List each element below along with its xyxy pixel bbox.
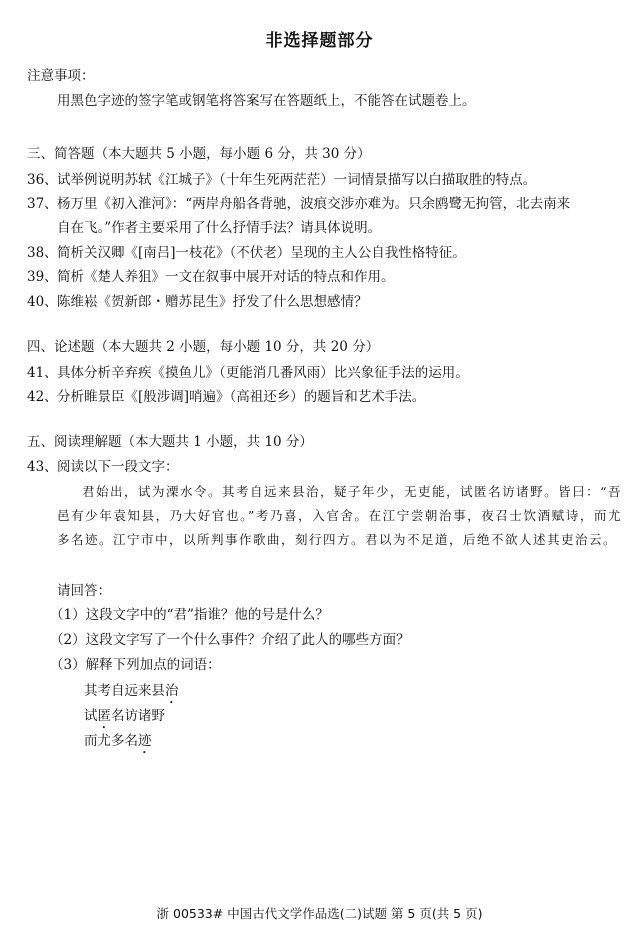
question-text: 试举例说明苏轼《江城子》（十年生死两茫茫）一词情景描写以白描取胜的特点。 <box>57 172 537 188</box>
page-title: 非选择题部分 <box>265 31 374 51</box>
notice-heading: 注意事项： <box>27 68 95 84</box>
section4-heading: 四、论述题（本大题共 2 小题，每小题 10 分，共 20 分） <box>27 339 380 355</box>
question-number: 43、 <box>27 459 58 475</box>
question-36 <box>27 171 536 189</box>
term-1 <box>84 682 179 707</box>
dotted-character: 匿 <box>97 708 111 724</box>
question-text: 简析《楚人养狙》一文在叙事中展开对话的特点和作用。 <box>57 269 395 285</box>
question-number: 40、 <box>27 294 58 310</box>
section5-heading: 五、阅读理解题（本大题共 1 小题，共 10 分） <box>27 434 313 450</box>
question-number: 41、 <box>27 365 58 381</box>
question-number: 37、 <box>27 196 58 212</box>
sub-question-2: （2）这段文字写了一个什么事件？介绍了此人的哪些方面？ <box>50 632 410 648</box>
term-text: 试 <box>84 708 98 724</box>
question-37 <box>27 195 570 213</box>
answer-prompt: 请回答： <box>57 583 111 599</box>
term-2 <box>84 707 165 732</box>
sub-question-3: （3）解释下列加点的词语： <box>50 657 221 673</box>
dotted-character: 迹 <box>138 733 152 749</box>
question-number: 42、 <box>27 389 58 405</box>
question-text: 阅读以下一段文字： <box>57 459 179 475</box>
question-39 <box>27 268 395 286</box>
reading-passage <box>57 480 622 552</box>
sub-question-1: （1）这段文字中的“君”指谁？他的号是什么？ <box>50 607 329 623</box>
notice-text: 用黑色字迹的签字笔或钢笔将答案写在答题纸上，不能答在试题卷上。 <box>57 93 476 109</box>
question-number: 38、 <box>27 245 58 261</box>
question-text: 杨万里《初入淮河》：“两岸舟船各背驰，波痕交涉亦难为。只余鸥鹭无拘管，北去南来 <box>57 196 571 212</box>
question-number: 39、 <box>27 269 58 285</box>
question-41 <box>27 364 469 382</box>
section3-heading: 三、简答题（本大题共 5 小题，每小题 6 分，共 30 分） <box>27 146 371 162</box>
question-38 <box>27 244 466 262</box>
page-footer: 浙 00533# 中国古代文学作品选(二)试题 第 5 页(共 5 页) <box>156 906 483 921</box>
question-43 <box>27 458 179 476</box>
question-37-continued: 自在飞。”作者主要采用了什么抒情手法？请具体说明。 <box>57 220 382 236</box>
question-text: 简析关汉卿《[南吕]一枝花》（不伏老）呈现的主人公自我性格特征。 <box>57 245 466 261</box>
dotted-character: 治 <box>165 683 179 699</box>
term-text: 其考自远来县 <box>84 683 165 699</box>
question-text: 陈维崧《贺新郎・赠苏昆生》抒发了什么思想感情？ <box>57 294 368 310</box>
term-3 <box>84 732 152 757</box>
term-text: 而尤多名 <box>84 733 138 749</box>
question-42 <box>27 388 425 406</box>
question-text: 分析睢景臣《[般涉调]哨遍》（高祖还乡）的题旨和艺术手法。 <box>57 389 426 405</box>
question-number: 36、 <box>27 172 58 188</box>
term-text: 名访诸野 <box>111 708 165 724</box>
passage-text: 君始出，试为溧水令。其考自远来县治，疑子年少，无吏能，试匿名访诸野。皆曰：“吾邑有少年袁知县，乃大好官也。”考乃喜，入官舍。在江宁尝朝治事，夜召士饮酒赋诗，而尤多名迹。江宁市中，以所判事作歌曲，刻行四方。君以为不足道，后绝不欲人述其吏治云。 <box>57 484 622 547</box>
question-text: 具体分析辛弃疾《摸鱼儿》（更能消几番风雨）比兴象征手法的运用。 <box>57 365 469 381</box>
question-40 <box>27 293 368 311</box>
